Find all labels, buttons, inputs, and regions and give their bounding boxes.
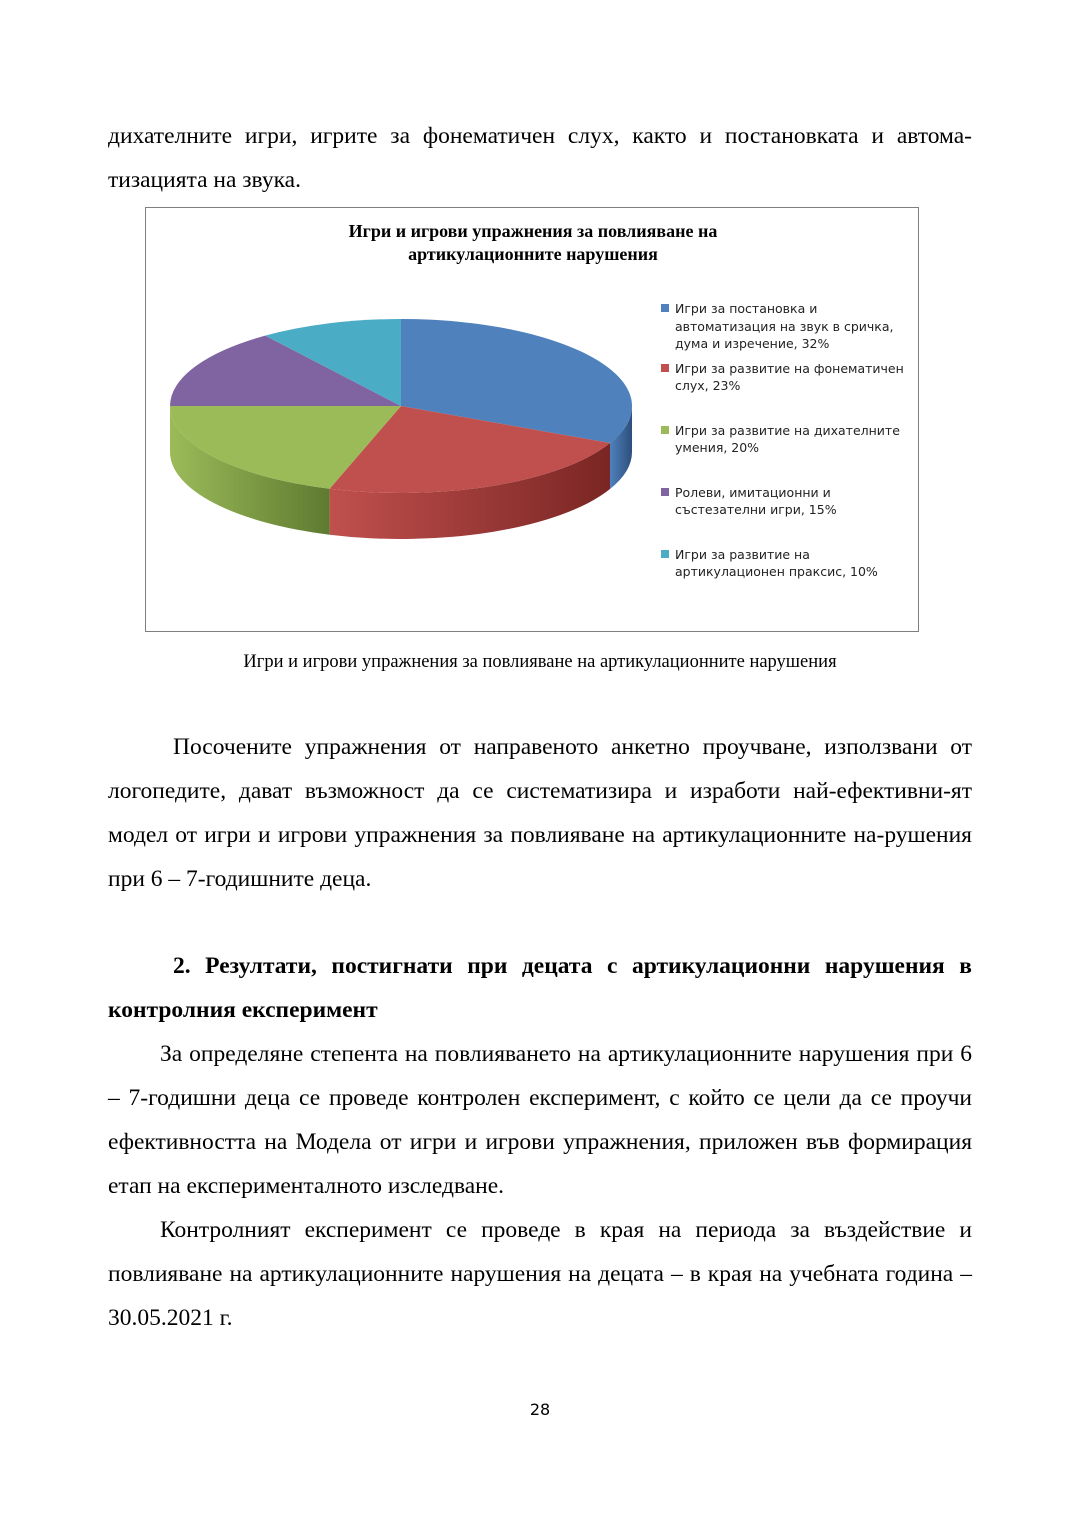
- legend-swatch: [661, 364, 669, 372]
- legend-label: артикулационен праксис, 10%: [675, 564, 878, 579]
- legend-label: Игри за развитие на дихателните: [675, 422, 900, 438]
- legend-label: състезателни игри, 15%: [675, 502, 837, 517]
- legend-label: Игри за развитие на фонематичен: [675, 360, 904, 376]
- intro-line-1: дихателните игри, игрите за фонематичен слух, както и постановката и автома-: [108, 123, 972, 149]
- legend-swatch: [661, 488, 669, 496]
- chart-legend: [661, 300, 911, 581]
- chart-title-line-2: артикулационните нарушения: [408, 244, 658, 264]
- intro-line-2: тизацията на звука.: [108, 167, 301, 193]
- legend-item: [661, 422, 911, 457]
- paragraph-2: За определяне степента на повлияването на артикулационните нарушения при 6 – 7-годишни деца се проведе контролен експеримент, с който се цели да се проучи ефективността на Модела от игри и игрови упражнения, приложен във формирация етап на експерименталното изследване.: [108, 1041, 972, 1199]
- legend-item: [661, 546, 911, 581]
- legend-label: Ролеви, имитационни и: [675, 484, 831, 500]
- legend-item: [661, 300, 911, 353]
- legend-swatch: [661, 426, 669, 434]
- chart-title-line-1: Игри и игрови упражнения за повлияване на: [348, 221, 718, 241]
- legend-label: слух, 23%: [675, 378, 741, 393]
- legend-label: автоматизация на звук в сричка,: [675, 318, 894, 334]
- legend-item: [661, 360, 911, 395]
- legend-label: умения, 20%: [675, 440, 760, 455]
- figure-caption: Игри и игрови упражнения за повлияване на артикулационните нарушения: [243, 652, 837, 672]
- paragraph-3: Контролният експеримент се проведе в края на периода за въздействие и повлияване на артикулационните нарушения на децата – в края на учебната година – 30.05.2021 г.: [108, 1217, 972, 1331]
- page-number: 28: [529, 1400, 551, 1419]
- pie-chart: [145, 207, 919, 632]
- legend-label: дума и изречение, 32%: [675, 336, 830, 351]
- legend-swatch: [661, 550, 669, 558]
- legend-label: Игри за развитие на: [675, 546, 810, 562]
- legend-label: Игри за постановка и: [675, 301, 818, 316]
- paragraph-1: Посочените упражнения от направеното анкетно проучване, използвани от логопедите, дават възможност да се систематизира и изработи най-ефективни-ят модел от игри и игрови упражнения за повлияване на артикулационните на-рушения при 6 – 7-годишните деца.: [108, 734, 972, 892]
- section-heading: 2. Резултати, постигнати при децата с артикулационни нарушения в контролния експеримент: [108, 953, 972, 1023]
- legend-item: [661, 484, 911, 519]
- legend-swatch: [661, 304, 669, 312]
